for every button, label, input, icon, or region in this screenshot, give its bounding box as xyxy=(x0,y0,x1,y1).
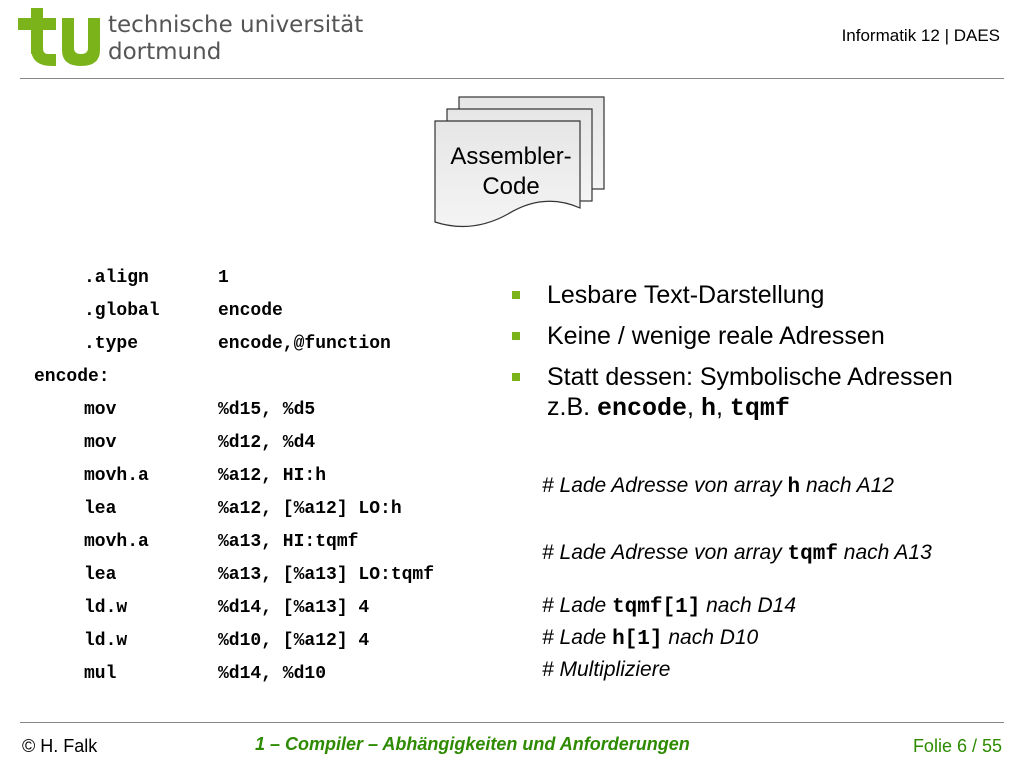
code-instruction: mov xyxy=(84,400,117,420)
bullet-text-continuation xyxy=(547,392,1020,424)
code-instruction: movh.a xyxy=(84,466,149,486)
comment-load-address-h xyxy=(542,474,894,499)
comment-multiply: # Multipliziere xyxy=(542,658,671,681)
code-instruction: .global xyxy=(84,301,160,321)
bullet-list xyxy=(510,280,1020,435)
comment-text: nach D10 xyxy=(662,626,759,649)
comment-text: # Lade Adresse von array xyxy=(542,541,788,564)
document-label-line-1: Assembler- xyxy=(450,143,572,170)
code-instruction: ld.w xyxy=(84,631,128,651)
code-instruction: lea xyxy=(84,499,117,519)
code-operands: %d14, [%a13] 4 xyxy=(218,598,370,618)
logo-line-2: dortmund xyxy=(108,39,222,65)
document-label-line-2: Code xyxy=(482,173,540,200)
comment-load-address-tqmf xyxy=(542,541,932,566)
code-operands: %d12, %d4 xyxy=(218,433,316,453)
code-operands: %a13, [%a13] LO:tqmf xyxy=(218,565,435,585)
code-instruction: .align xyxy=(84,268,149,288)
symbol-encode: encode xyxy=(597,394,688,423)
bullet-square-icon xyxy=(512,291,520,299)
comment-text: nach A12 xyxy=(800,474,894,497)
code-instruction: mov xyxy=(84,433,117,453)
header-department: Informatik 12 | DAES xyxy=(841,26,1000,45)
code-operands: encode xyxy=(218,301,283,321)
code-instruction: lea xyxy=(84,565,117,585)
bullet-item xyxy=(510,280,1020,310)
symbol-h: h xyxy=(700,394,716,423)
comment-load-tqmf1 xyxy=(542,594,796,619)
bullet-text: Keine / wenige reale Adressen xyxy=(547,322,885,350)
code-instruction: ld.w xyxy=(84,598,128,618)
logo-line-1: technische universität xyxy=(108,12,364,38)
code-operands: %a12, [%a12] LO:h xyxy=(218,499,402,519)
comment-text: # Lade xyxy=(542,626,613,649)
comment-text: nach A13 xyxy=(837,541,932,564)
header-divider xyxy=(20,78,1004,79)
bullet-text: Lesbare Text-Darstellung xyxy=(547,281,825,309)
code-operands: %a12, HI:h xyxy=(218,466,327,486)
bullet-prefix: z.B. xyxy=(547,393,598,421)
code-instruction: mul xyxy=(84,664,117,684)
symbol-tqmf: tqmf xyxy=(729,394,790,423)
comment-code: tqmf xyxy=(787,543,838,566)
footer-title: 1 – Compiler – Abhängigkeiten und Anforderungen xyxy=(255,734,690,754)
footer-author: © H. Falk xyxy=(22,736,98,756)
comment-load-h1 xyxy=(542,626,758,651)
separator: , xyxy=(715,393,730,421)
tu-logo-icon xyxy=(18,8,102,68)
code-operands: %d14, %d10 xyxy=(218,664,327,684)
comment-code: h xyxy=(787,476,801,499)
bullet-text: Statt dessen: Symbolische Adressen xyxy=(547,363,953,391)
code-instruction: .type xyxy=(84,334,139,354)
comment-text: nach D14 xyxy=(700,594,797,617)
code-operands: encode,@function xyxy=(218,334,391,354)
code-label: encode: xyxy=(34,367,110,387)
comment-text: # Lade Adresse von array xyxy=(542,474,788,497)
code-operands: 1 xyxy=(218,268,229,288)
university-name xyxy=(108,12,363,66)
code-operands: %d10, [%a12] 4 xyxy=(218,631,370,651)
bullet-item xyxy=(510,321,1020,351)
document-label xyxy=(430,142,592,202)
bullet-square-icon xyxy=(512,332,520,340)
separator: , xyxy=(687,393,701,421)
footer-divider xyxy=(20,722,1004,723)
code-operands: %a13, HI:tqmf xyxy=(218,532,359,552)
bullet-item xyxy=(510,362,1020,424)
bullet-square-icon xyxy=(512,373,520,381)
footer-slide-number: Folie 6 / 55 xyxy=(912,736,1002,756)
comment-text: # Lade xyxy=(542,594,613,617)
code-operands: %d15, %d5 xyxy=(218,400,316,420)
comment-code: h[1] xyxy=(612,628,663,651)
comment-code: tqmf[1] xyxy=(612,596,701,619)
code-instruction: movh.a xyxy=(84,532,149,552)
